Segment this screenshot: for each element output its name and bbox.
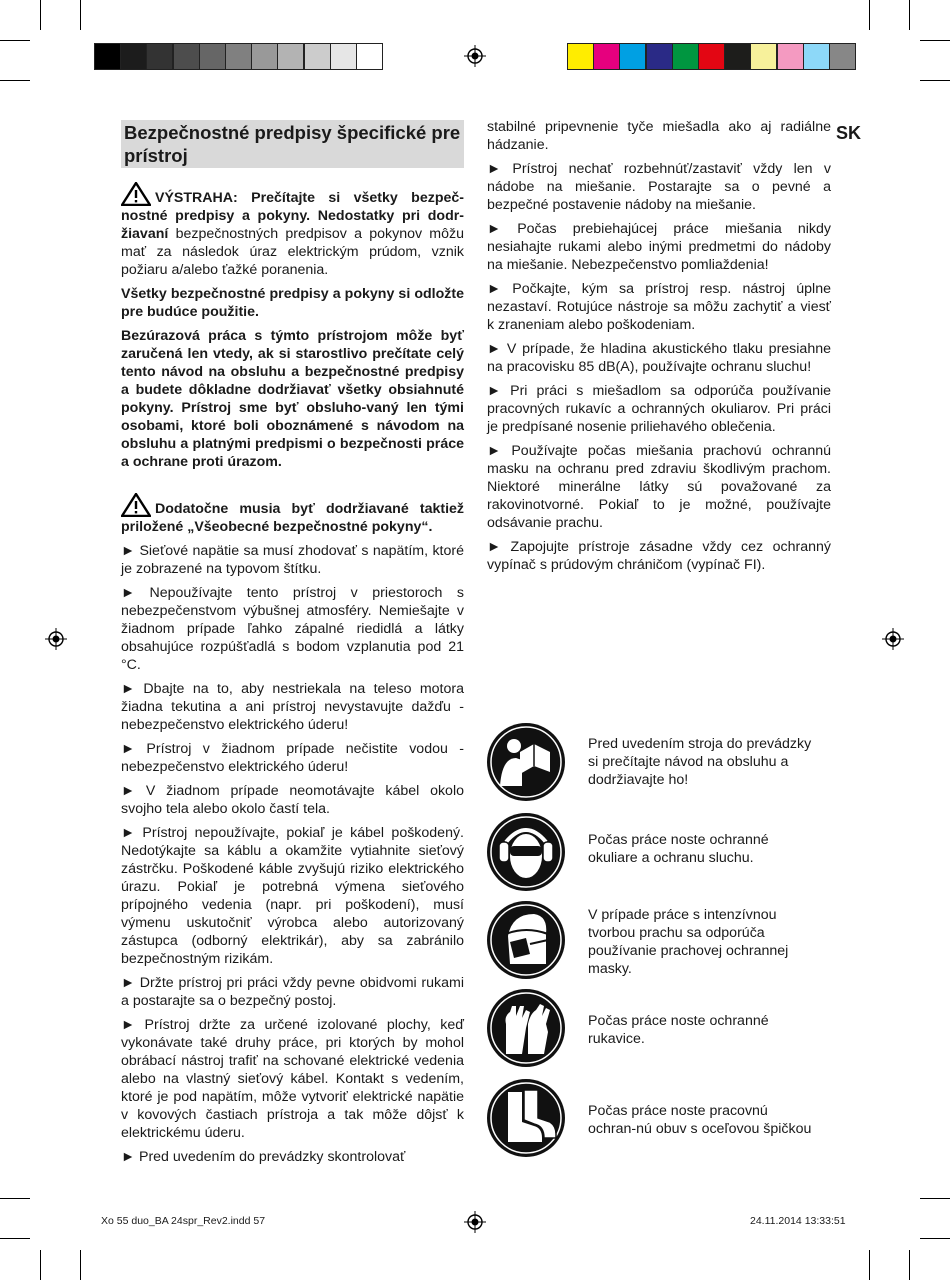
pictogram-text: Počas práce noste pracovnú ochran-nú obuv s oceľovou špičkou <box>588 1103 812 1137</box>
color-swatch <box>646 43 673 70</box>
crop-mark <box>920 1198 950 1199</box>
additional-text: Dodatočne musia byť dodržiavané taktiež priložené „Všeobecné bezpečnostné pokyny“. <box>121 501 464 535</box>
read-manual-icon <box>486 722 566 802</box>
registration-mark-icon <box>882 628 904 650</box>
pictogram-text: Počas práce noste ochranné rukavice. <box>588 1013 769 1047</box>
safe-work-paragraph: Bezúrazová práca s týmto prístrojom môže byť zaručená len vtedy, ak si starostlivo prečítate celý tento návod na obsluhu a bezpečnostné predpisy a budete dôkladne dodržiavať všetky obsiahnuté pokyny. Prístroj sme byť obsluho-vaný len tými osobami, ktoré boli oboznámené s návodom na obsluhu a platnými predpismi o bezpečnosti práce a ochrane proti úrazom. <box>121 328 464 470</box>
color-swatch <box>120 43 147 70</box>
color-swatch <box>724 43 751 70</box>
color-swatch <box>199 43 226 70</box>
crop-mark <box>869 1250 870 1280</box>
safety-item: ► Držte prístroj pri práci vždy pevne obidvomi rukami a postarajte sa o bezpečný postoj. <box>121 975 464 1009</box>
additional-note <box>121 493 464 536</box>
right-column <box>487 118 831 580</box>
safety-item: ► Pred uvedením do prevádzky skontrolovať <box>121 1149 406 1165</box>
safety-item: ► Pri práci s miešadlom sa odporúča používanie pracovných rukavíc a ochranných okuliarov. Pri práci je predpísané nosenie priliehavého oblečenia. <box>487 383 831 435</box>
footer-filename: Xo 55 duo_BA 24spr_Rev2.indd 57 <box>101 1215 266 1227</box>
warning-rest: bezpečnostných predpisov a pokynov môžu mať za následok úraz elektrickým prúdom, vznik požiaru a/alebo ťažké poranenia. <box>121 226 464 278</box>
warning-lead: VÝSTRAHA: Prečítajte si všetky bezpeč-nostné predpisy a pokyny. Nedostatky pri dodr-žiavaní <box>121 190 464 242</box>
left-bullet-list <box>121 542 464 1166</box>
warning-paragraph <box>121 182 464 279</box>
safety-item: ► Sieťové napätie sa musí zhodovať s napätím, ktoré je zobrazené na typovom štítku. <box>121 543 464 577</box>
color-swatch <box>225 43 252 70</box>
left-column <box>121 120 464 1172</box>
safety-item: ► Prístroj nechať rozbehnúť/zastaviť vždy len v nádobe na miešanie. Postarajte sa o pevné a bezpečné postavenie nádoby na miešanie. <box>487 161 831 213</box>
color-swatch <box>619 43 646 70</box>
safety-item: ► Používajte počas miešania prachovú ochrannú masku na ochranu pred zdraviu škodlivým prachom. Niektoré minerálne látky sú považované za rakovinotvorné. Pokiaľ to je možné, používajte odsávanie prachu. <box>487 443 831 531</box>
color-swatch <box>777 43 804 70</box>
pictogram-text: Pred uvedením stroja do prevádzky si prečítajte návod na obsluhu a dodržiavajte ho! <box>588 736 812 788</box>
pictogram-text: Počas práce noste ochranné okuliare a ochranu sluchu. <box>588 832 769 866</box>
color-swatch <box>567 43 594 70</box>
crop-mark <box>920 80 950 81</box>
safety-item: ► Počas prebiehajúcej práce miešania nikdy nesiahajte rukami alebo inými predmetmi do nádoby na miešanie. Nebezpečenstvo pomliaždenia! <box>487 221 831 273</box>
safety-item: ► V prípade, že hladina akustického tlaku presiahne na pracovisku 85 dB(A), používajte ochranu sluchu! <box>487 341 831 375</box>
crop-mark <box>40 1250 41 1280</box>
language-tag: SK <box>836 123 862 143</box>
crop-mark <box>0 40 30 41</box>
crop-mark <box>80 1250 81 1280</box>
safety-item: ► Dbajte na to, aby nestriekala na teleso motora žiadna tekutina a ani prístroj nevystavujte dažďu - nebezpečenstvo elektrického úderu! <box>121 681 464 733</box>
crop-mark <box>0 80 30 81</box>
crop-mark <box>920 1238 950 1239</box>
safety-item: stabilné pripevnenie tyče miešadla ako aj radiálne hádzanie. <box>487 119 831 153</box>
gloves-icon <box>486 988 566 1068</box>
safety-item: ► Prístroj nepoužívajte, pokiaľ je kábel poškodený. Nedotýkajte sa káblu a okamžite vytiahnite sieťový zástrčku. Poškodené káble zvyšujú riziko elektrického úrazu. Pokiaľ je potrebná výmena sieťového prípojného vedenia (napr. pri poškodení), musí výmenu uskutočniť výrobca alebo autorizovaný zástupca (odborný elektrikár), aby sa zabránilo bezpečnostným rizikám. <box>121 825 464 967</box>
crop-mark <box>909 1250 910 1280</box>
eye-ear-protection-icon <box>486 812 566 892</box>
safety-boots-icon <box>486 1078 566 1158</box>
color-swatch <box>698 43 725 70</box>
crop-mark <box>0 1238 30 1239</box>
safety-item: ► Počkajte, kým sa prístroj resp. nástroj úplne nezastaví. Rotujúce nástroje sa môžu zachytiť a viesť k zraneniam alebo poškodeniam. <box>487 281 831 333</box>
registration-mark-icon <box>464 45 486 67</box>
color-swatch <box>330 43 357 70</box>
warning-triangle-icon <box>121 493 151 517</box>
keep-instructions: Všetky bezpečnostné predpisy a pokyny si odložte pre budúce použitie. <box>121 286 464 320</box>
crop-mark <box>909 0 910 30</box>
crop-mark <box>869 0 870 30</box>
safety-item: ► V žiadnom prípade neomotávajte kábel okolo svojho tela alebo okolo častí tela. <box>121 783 464 817</box>
crop-mark <box>920 40 950 41</box>
crop-mark <box>40 0 41 30</box>
dust-mask-icon <box>486 900 566 980</box>
crop-mark <box>80 0 81 30</box>
color-swatch <box>672 43 699 70</box>
color-swatch <box>277 43 304 70</box>
color-swatch <box>829 43 856 70</box>
safety-item: ► Nepoužívajte tento prístroj v priestoroch s nebezpečenstvom výbušnej atmosféry. Nemiešajte v žiadnom prípade ľahko zápalné riedidlá a látky obsahujúce rozpúšťadlá s bodom vzplanutia pod 21 °C. <box>121 585 464 673</box>
section-heading: Bezpečnostné predpisy špecifické pre prístroj <box>121 120 464 168</box>
right-bullet-list <box>487 118 831 574</box>
safety-item: ► Prístroj držte za určené izolované plochy, keď vykonávate také druhy práce, pri ktorých by mohol obrábací nástroj trafiť na schované elektrické vedenia alebo na vlastný sieťový kábel. Kontakt s vedením, ktoré je pod napätím, môže vytvoriť elektrické napätie v kovových častiach prístroja a tak môže dôjsť k elektrickému úderu. <box>121 1017 464 1141</box>
color-swatch <box>173 43 200 70</box>
registration-mark-icon <box>464 1211 486 1233</box>
footer-date: 24.11.2014 13:33:51 <box>750 1215 846 1227</box>
color-swatch <box>304 43 331 70</box>
registration-mark-icon <box>45 628 67 650</box>
safety-item: ► Prístroj v žiadnom prípade nečistite vodou - nebezpečenstvo elektrického úderu! <box>121 741 464 775</box>
color-swatch <box>356 43 383 70</box>
pictogram-text: V prípade práce s intenzívnou tvorbou prachu sa odporúča používanie prachovej ochrannej masky. <box>588 907 789 977</box>
warning-triangle-icon <box>121 182 151 206</box>
color-swatch <box>593 43 620 70</box>
color-swatch <box>803 43 830 70</box>
color-swatch <box>750 43 777 70</box>
color-swatch <box>146 43 173 70</box>
crop-mark <box>0 1198 30 1199</box>
safety-item: ► Zapojujte prístroje zásadne vždy cez ochranný vypínač s prúdovým chráničom (vypínač FI). <box>487 539 831 573</box>
color-swatch <box>251 43 278 70</box>
color-swatch <box>94 43 121 70</box>
